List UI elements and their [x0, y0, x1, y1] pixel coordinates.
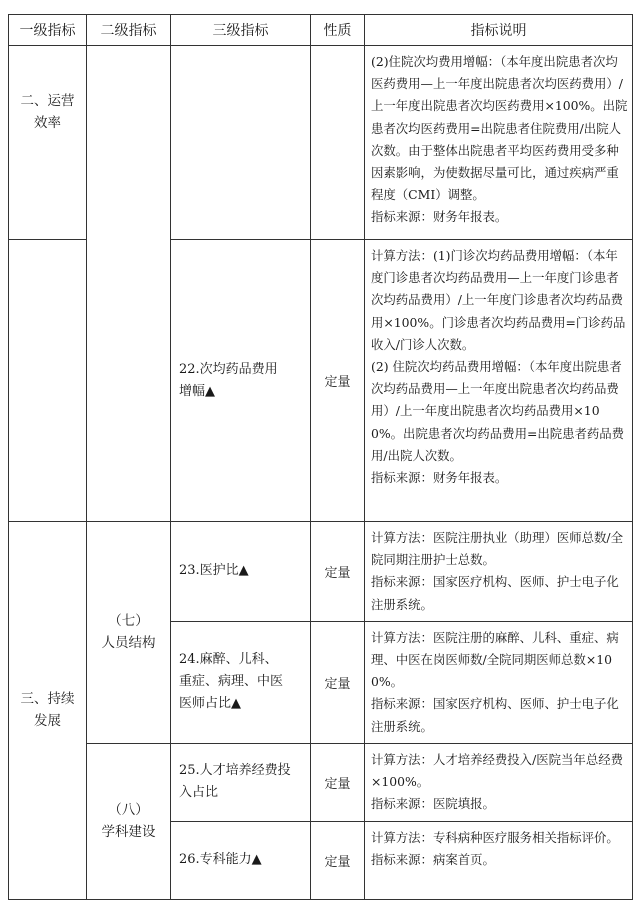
header-level3: 三级指标	[171, 15, 311, 46]
level1-cell-continued	[9, 240, 87, 522]
level3-cell: 26.专科能力▲	[171, 821, 311, 899]
level1-text: 二、运营 效率	[20, 93, 75, 131]
table-row	[9, 46, 633, 240]
level2-cell: （七） 人员结构	[87, 522, 171, 744]
nature-cell: 定量	[311, 621, 365, 743]
header-nature: 性质	[311, 15, 365, 46]
header-description: 指标说明	[365, 15, 633, 46]
header-level1: 一级指标	[9, 15, 87, 46]
level3-cell: 24.麻醉、儿科、 重症、病理、中医 医师占比▲	[171, 621, 311, 743]
level2-cell-empty	[87, 46, 171, 522]
description-text: 计算方法：医院注册执业（助理）医师总数/全院同期注册护士总数。 指标来源：国家医疗机构、医师、护士电子化注册系统。	[371, 530, 623, 612]
description-cell	[365, 46, 633, 240]
description-cell	[365, 821, 633, 899]
level3-cell: 23.医护比▲	[171, 522, 311, 622]
header-row	[9, 15, 633, 46]
level3-cell: 25.人才培养经费投 入占比	[171, 743, 311, 821]
nature-cell: 定量	[311, 522, 365, 622]
indicator-table	[8, 14, 633, 900]
nature-cell: 定量	[311, 240, 365, 522]
description-text: 计算方法：人才培养经费投入/医院当年总经费×100%。 指标来源：医院填报。	[371, 751, 623, 812]
description-cell	[365, 240, 633, 522]
description-text: 计算方法：医院注册的麻醉、儿科、重症、病理、中医在岗医师数/全院同期医师总数×100%。 指标来源：国家医疗机构、医师、护士电子化注册系统。	[371, 629, 619, 734]
description-cell	[365, 522, 633, 622]
nature-cell: 定量	[311, 743, 365, 821]
description-text: (2)住院次均费用增幅：（本年度出院患者次均医药费用—上一年度出院患者次均医药费用）/上一年度出院患者次均医药费用×100%。出院患者次均医药费用=出院患者住院费用/出院人次数。由于整体出院患者平均医药费用受多种因素影响，为使数据尽量可比，通过疾病严重程度（CMI）调整。 指标来源：财务年报表。	[371, 54, 628, 225]
table-row	[9, 743, 633, 821]
header-level2: 二级指标	[87, 15, 171, 46]
level1-cell	[9, 522, 87, 900]
level3-cell: 22.次均药品费用 增幅▲	[171, 240, 311, 522]
nature-cell	[311, 46, 365, 240]
description-cell	[365, 621, 633, 743]
level1-cell	[9, 46, 87, 240]
table-row	[9, 522, 633, 622]
description-text: 计算方法：专科病种医疗服务相关指标评价。 指标来源：病案首页。	[371, 829, 619, 868]
level3-cell	[171, 46, 311, 240]
level2-cell: （八） 学科建设	[87, 743, 171, 899]
level1-text: 三、持续 发展	[20, 691, 75, 730]
description-cell	[365, 743, 633, 821]
description-text: 计算方法：(1)门诊次均药品费用增幅：（本年度门诊患者次均药品费用—上一年度门诊患者次均药品费用）/上一年度门诊患者次均药品费用×100%。门诊患者次均药品费用=门诊药品收入/门诊人次数。 (2) 住院次均药品费用增幅：（本年度出院患者次均药品费用—上一年度出院患者次均药品费用）/上一年度出院患者次均药品费用×100%。出院患者次均药品费用=出院患者药品费用/出院人次数。 指标来源：财务年报表。	[371, 248, 626, 486]
nature-cell: 定量	[311, 821, 365, 899]
